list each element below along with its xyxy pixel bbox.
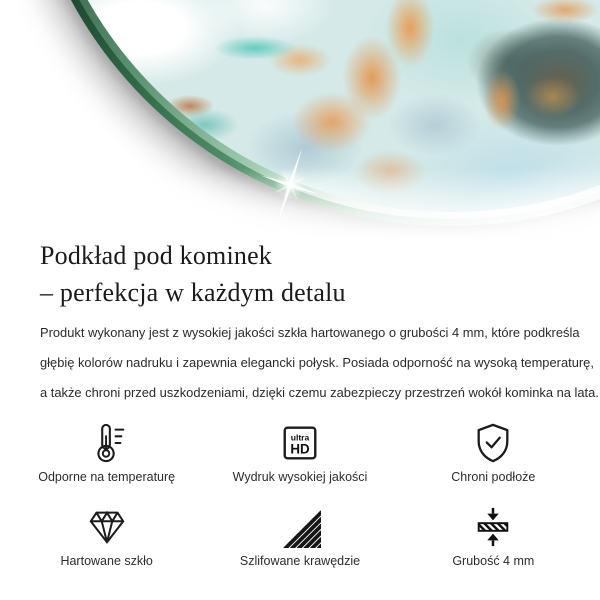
feature-print-quality — [203, 422, 396, 484]
polished-edges-icon — [279, 506, 321, 548]
feature-label: Wydruk wysokiej jakości — [232, 470, 368, 484]
feature-tempered-glass — [10, 506, 203, 568]
feature-polished-edges — [203, 506, 396, 568]
page-title-line1: Podkład pod kominek — [40, 241, 273, 270]
ultra-hd-text-top: ultra — [290, 432, 310, 443]
description-line: Produkt wykonany jest z wysokiej jakości szkła hartowanego o grubości 4 mm, które podkreśla — [40, 325, 580, 340]
shield-check-icon — [472, 422, 514, 464]
feature-label: Grubość 4 mm — [452, 554, 535, 568]
product-details-section — [0, 237, 600, 568]
feature-label: Szlifowane krawędzie — [239, 554, 361, 568]
feature-temperature-resistant — [10, 422, 203, 484]
image-bottom-fade — [0, 0, 600, 240]
feature-label: Hartowane szkło — [60, 554, 153, 568]
ultra-hd-text-bottom: HD — [290, 441, 310, 457]
page-title — [40, 237, 560, 311]
feature-label: Odporne na temperaturę — [38, 470, 176, 484]
diamond-icon — [86, 506, 128, 548]
feature-label: Chroni podłoże — [451, 470, 536, 484]
description-line: a także chroni przed uszkodzeniami, dzięki czemu zabezpieczy przestrzeń wokół kominka na lata. — [40, 385, 599, 400]
feature-protects-floor — [397, 422, 590, 484]
features-grid — [10, 422, 590, 568]
description-line: głębię kolorów nadruku i zapewnia elegancki połysk. Posiada odporność na wysoką temperaturę, — [40, 355, 594, 370]
ultra-hd-icon — [279, 422, 321, 464]
thermometer-icon — [86, 422, 128, 464]
product-description — [40, 318, 599, 408]
page-title-line2: – perfekcja w każdym detalu — [40, 278, 346, 307]
feature-thickness — [397, 506, 590, 568]
thickness-icon — [472, 506, 514, 548]
product-image — [0, 0, 600, 240]
